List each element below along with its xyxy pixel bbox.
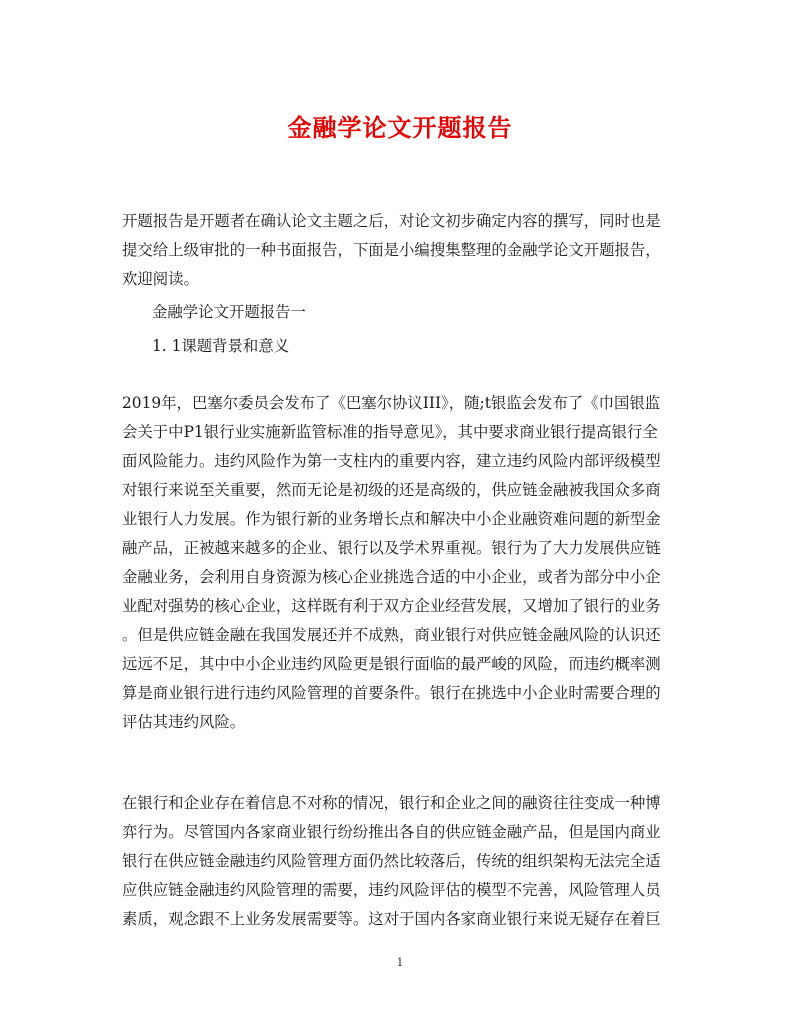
body-line: 融产品，正被越来越多的企业、银行以及学术界重视。银行为了大力发展供应链 [122,539,661,557]
body-line: 评估其违约风险。 [122,713,246,731]
subsection-heading: 1. 1课题背景和意义 [152,337,290,355]
body-line: 银行在供应链金融违约风险管理方面仍然比较落后，传统的组织架构无法完全适 [122,852,661,870]
intro-paragraph [122,207,678,294]
body-line: 应供应链金融违约风险管理的需要，违约风险评估的模型不完善，风险管理人员 [122,881,661,899]
intro-line: 提交给上级审批的一种书面报告，下面是小编搜集整理的金融学论文开题报告， [122,241,661,259]
intro-line: 欢迎阅读。 [122,270,199,288]
body-line: 弈行为。尽管国内各家商业银行纷纷推出各自的供应链金融产品，但是国内商业 [122,823,661,841]
body-line: 面风险能力。违约风险作为第一支柱内的重要内容，建立违约风险内部评级模型 [122,452,661,470]
body-paragraph-1 [122,389,678,737]
body-paragraph-2 [122,789,678,934]
body-line: 素质，观念跟不上业务发展需要等。这对于国内各家商业银行来说无疑存在着巨 [122,910,661,928]
body-line: 算是商业银行进行违约风险管理的首要条件。银行在挑选中小企业时需要合理的 [122,684,661,702]
intro-line: 开题报告是开题者在确认论文主题之后，对论文初步确定内容的撰写，同时也是 [122,212,661,230]
body-line: 。但是供应链金融在我国发展还并不成熟，商业银行对供应链金融风险的认识还 [122,626,661,644]
body-line: 会关于中P1银行业实施新监管标准的指导意见》，其中要求商业银行提高银行全 [122,423,658,441]
document-title: 金融学论文开题报告 [287,113,513,142]
body-line: 业银行人力发展。作为银行新的业务增长点和解决中小企业融资难问题的新型金 [122,510,661,528]
body-line: 2019年，巴塞尔委员会发布了《巴塞尔协议III》，随;t银监会发布了《巾国银监 [122,394,661,412]
body-line: 远远不足，其中中小企业违约风险更是银行面临的最严峻的风险，而违约概率测 [122,655,661,673]
body-line: 业配对强势的核心企业，这样既有利于双方企业经营发展，又增加了银行的业务 [122,597,661,615]
page-number: 1 [396,956,404,969]
body-line: 对银行来说至关重要，然而无论是初级的还是高级的，供应链金融被我国众多商 [122,481,661,499]
body-line: 金融业务，会利用自身资源为核心企业挑选合适的中小企业，或者为部分中小企 [122,568,661,586]
body-line: 在银行和企业存在着信息不对称的情况，银行和企业之间的融资往往变成一种博 [122,794,661,812]
section-heading: 金融学论文开题报告一 [152,303,306,321]
